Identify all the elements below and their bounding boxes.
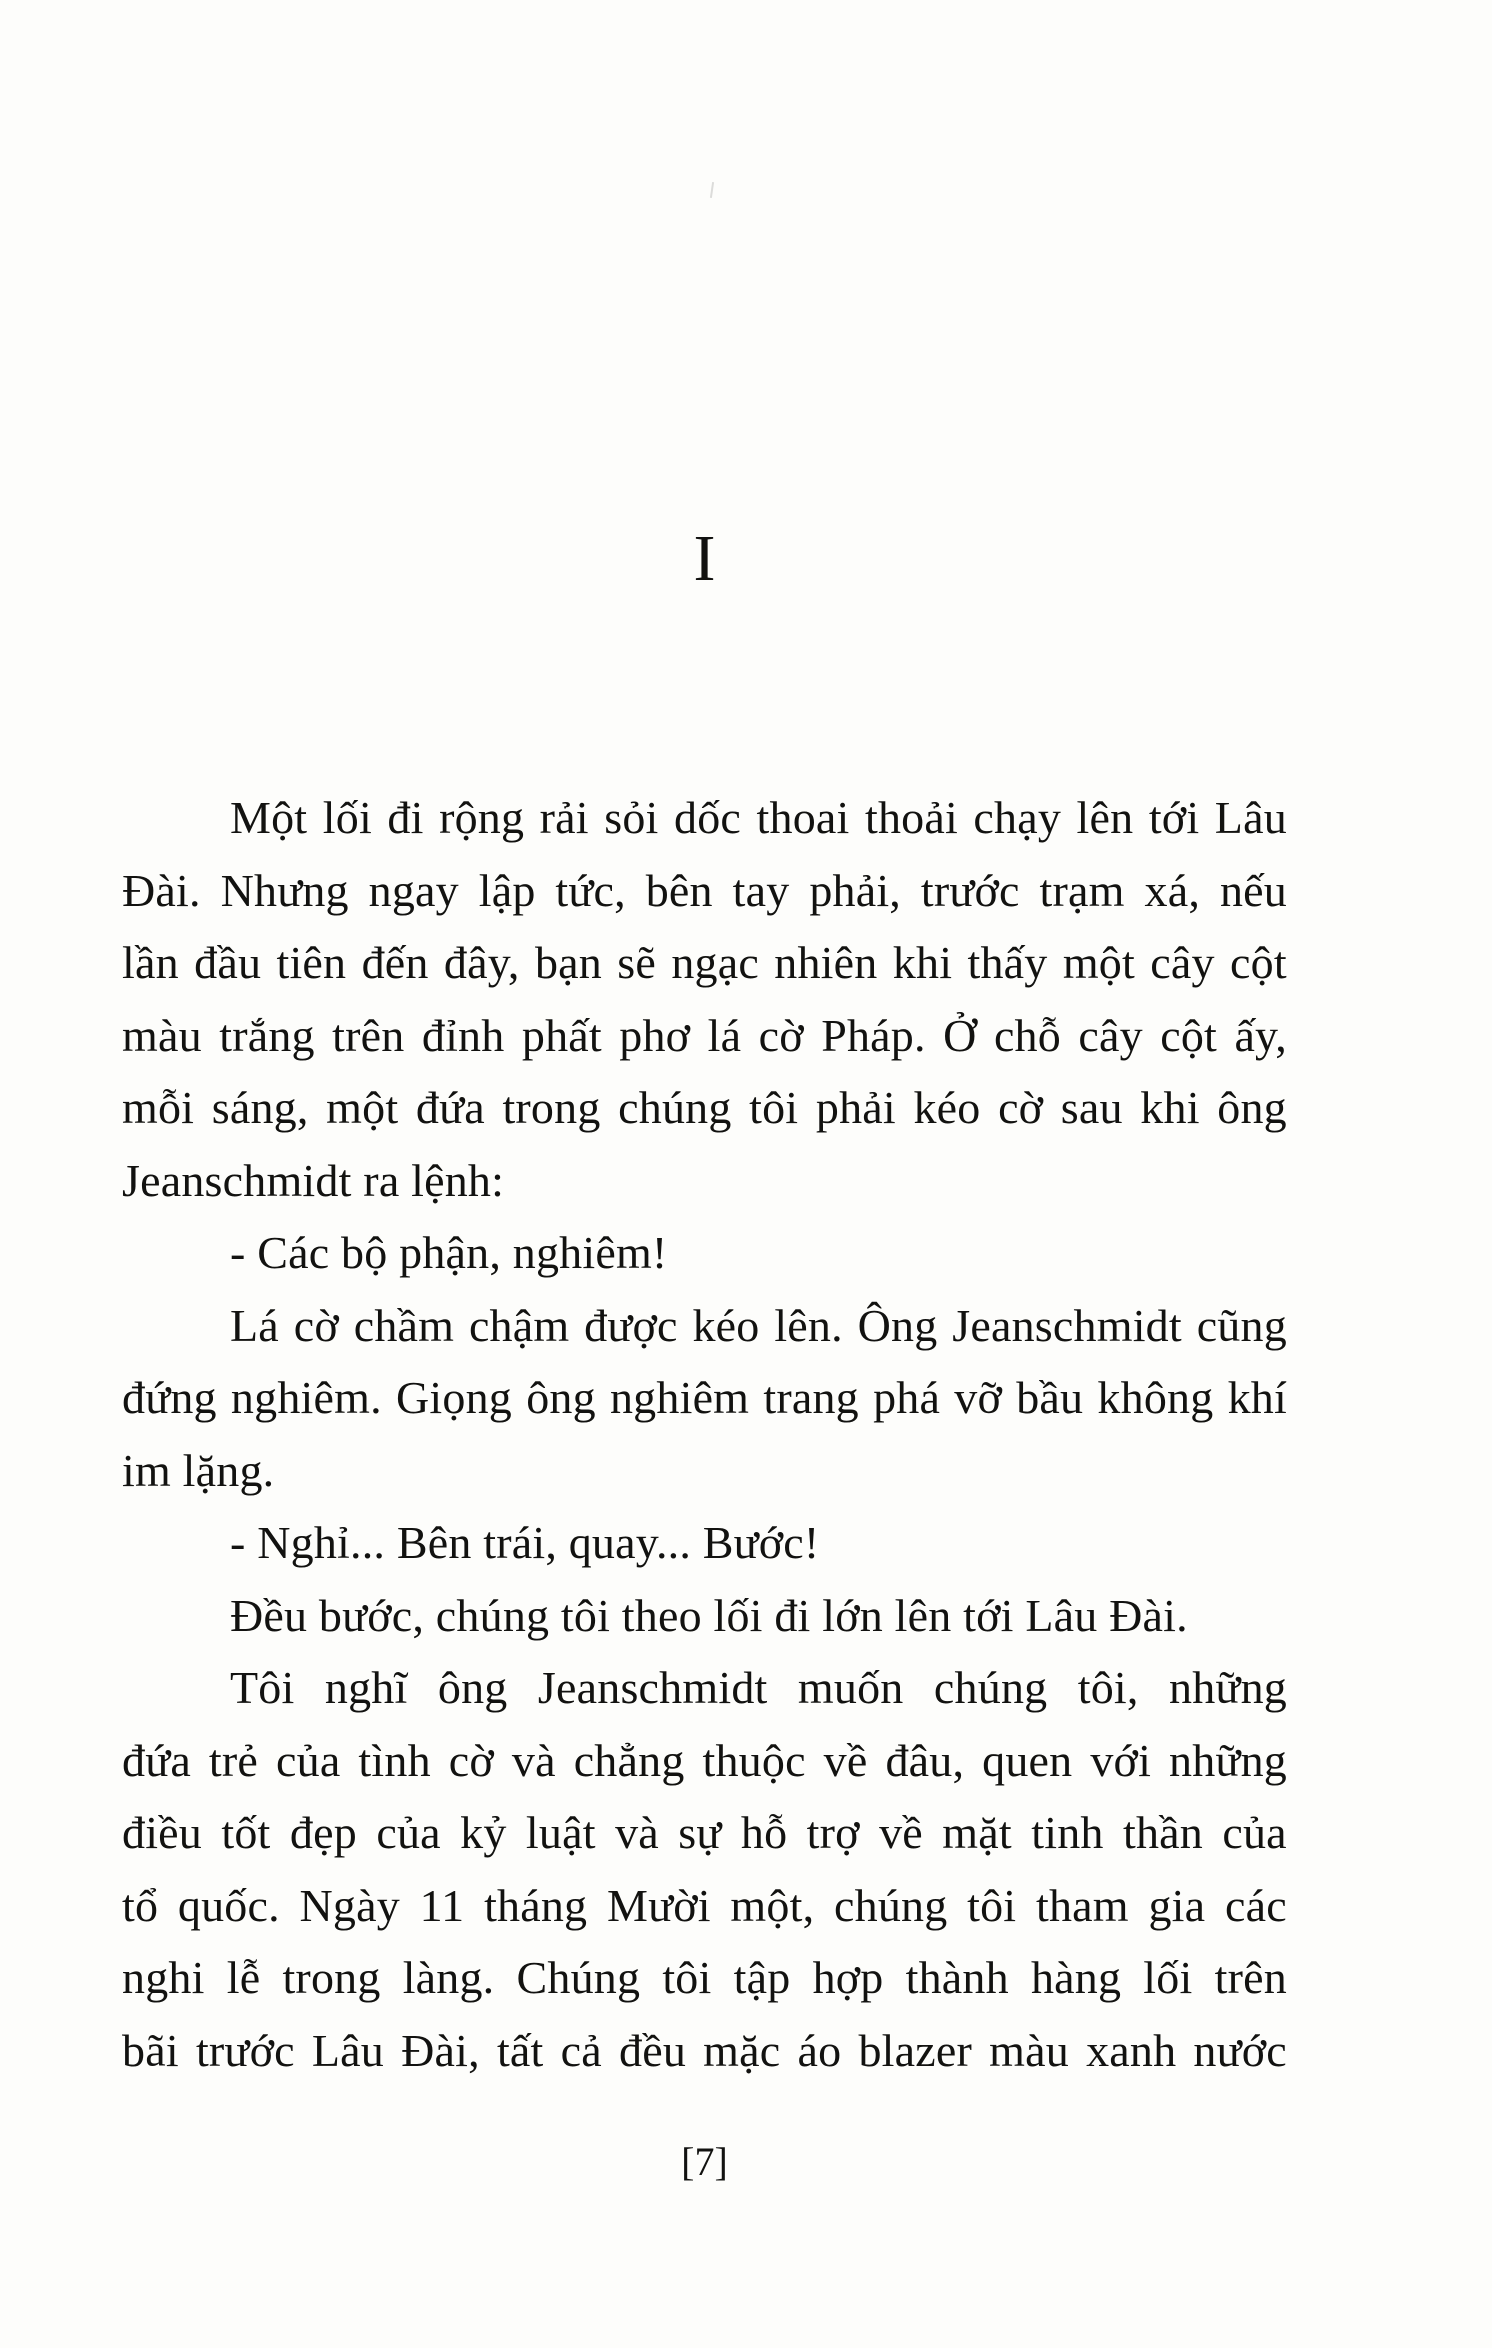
word: tham bbox=[1036, 1879, 1129, 1931]
text-line bbox=[122, 1072, 1287, 1145]
word: tốt bbox=[221, 1807, 271, 1858]
word: và bbox=[615, 1807, 659, 1858]
word: đứng bbox=[122, 1372, 217, 1423]
word: Lá bbox=[230, 1299, 279, 1351]
word: kỷ bbox=[460, 1807, 507, 1858]
text-line bbox=[122, 1797, 1287, 1870]
word: ấy, bbox=[1234, 1009, 1287, 1061]
word: tháng bbox=[484, 1879, 588, 1931]
word: khi bbox=[892, 937, 953, 988]
scan-artifact bbox=[710, 182, 714, 198]
word: các bbox=[1225, 1879, 1287, 1931]
text-line bbox=[122, 855, 1287, 928]
text-line bbox=[122, 1362, 1287, 1435]
word: Tôi bbox=[230, 1662, 295, 1713]
word: cờ bbox=[998, 1082, 1044, 1133]
word: Ngày bbox=[299, 1879, 400, 1931]
word: màu bbox=[122, 1009, 202, 1061]
word: ông bbox=[437, 1662, 508, 1713]
word: trạm bbox=[1039, 864, 1125, 916]
word: lên bbox=[1076, 792, 1134, 843]
word: tiên bbox=[276, 937, 347, 988]
word: xá, bbox=[1144, 864, 1201, 916]
word: phất bbox=[521, 1009, 602, 1061]
word: trên bbox=[1214, 1952, 1287, 2003]
word: nghiêm bbox=[609, 1372, 750, 1423]
word: kéo bbox=[913, 1082, 981, 1133]
word: Đài. bbox=[122, 864, 201, 916]
word: cây bbox=[1078, 1009, 1143, 1061]
word: luật bbox=[525, 1807, 596, 1858]
word: tổ bbox=[122, 1879, 159, 1931]
text-line bbox=[122, 1000, 1287, 1073]
word: ngay bbox=[368, 864, 459, 916]
word: trong bbox=[502, 1082, 601, 1133]
word: Ở bbox=[943, 1009, 977, 1061]
word: hàng bbox=[1030, 1952, 1122, 2003]
word: lễ bbox=[226, 1952, 261, 2003]
word: Lâu bbox=[311, 2024, 384, 2076]
word: nếu bbox=[1219, 864, 1287, 916]
word: hỗ bbox=[740, 1807, 788, 1858]
word: phá bbox=[873, 1372, 941, 1423]
word: cờ bbox=[293, 1299, 339, 1351]
word: tình bbox=[358, 1734, 431, 1786]
word: áo bbox=[797, 2024, 842, 2076]
text-line: - Nghỉ... Bên trái, quay... Bước! bbox=[230, 1517, 820, 1568]
word: màu bbox=[989, 2024, 1069, 2076]
word: mặt bbox=[942, 1807, 1012, 1858]
word: chậm bbox=[468, 1299, 570, 1351]
word: đứa bbox=[122, 1734, 191, 1786]
word: tất bbox=[496, 2024, 544, 2076]
text-line bbox=[122, 1290, 1287, 1363]
word: thuộc bbox=[702, 1734, 806, 1786]
word: Jeanschmidt bbox=[952, 1299, 1182, 1351]
word: một bbox=[1062, 937, 1135, 988]
word: về bbox=[823, 1734, 868, 1786]
word: trợ bbox=[806, 1807, 860, 1858]
word: chúng bbox=[933, 1662, 1048, 1713]
word: đi bbox=[387, 792, 424, 843]
text-line: - Các bộ phận, nghiêm! bbox=[230, 1227, 668, 1278]
word: trang bbox=[763, 1372, 859, 1423]
word: lập bbox=[478, 864, 536, 916]
word: quốc. bbox=[177, 1879, 280, 1931]
word: đỉnh bbox=[421, 1009, 505, 1061]
word: cũng bbox=[1196, 1299, 1287, 1351]
word: đây, bbox=[443, 937, 520, 988]
text-line bbox=[122, 927, 1287, 1000]
word: làng. bbox=[402, 1952, 495, 2003]
word: nghiêm. bbox=[230, 1372, 382, 1423]
word: đâu, bbox=[885, 1734, 965, 1786]
word: phơ bbox=[619, 1009, 691, 1061]
word: một, bbox=[730, 1879, 815, 1931]
word: tay bbox=[732, 864, 790, 916]
text-line: Jeanschmidt ra lệnh: bbox=[122, 1154, 505, 1206]
word: sự bbox=[678, 1807, 722, 1858]
word: về bbox=[879, 1807, 923, 1858]
word: thoai bbox=[756, 792, 850, 843]
word: nhiên bbox=[774, 937, 878, 988]
word: gia bbox=[1148, 1879, 1206, 1931]
word: cột bbox=[1160, 1009, 1218, 1061]
word: mặc bbox=[703, 2024, 781, 2076]
word: chầm bbox=[353, 1299, 455, 1351]
word: Chúng bbox=[516, 1952, 641, 2003]
page-number: [7] bbox=[681, 2139, 728, 2184]
word: phải bbox=[815, 1082, 896, 1133]
word: rộng bbox=[439, 792, 525, 843]
word: trắng bbox=[219, 1009, 315, 1061]
word: muốn bbox=[797, 1662, 904, 1713]
word: cột bbox=[1230, 937, 1287, 988]
text-line bbox=[122, 2015, 1287, 2088]
word: trước bbox=[195, 2024, 295, 2076]
word: điều bbox=[122, 1807, 202, 1858]
text-line: im lặng. bbox=[122, 1444, 275, 1496]
word: thấy bbox=[967, 937, 1048, 988]
word: cây bbox=[1150, 937, 1215, 988]
text-line bbox=[122, 782, 1287, 855]
word: sẽ bbox=[617, 937, 657, 988]
word: những bbox=[1169, 1734, 1287, 1786]
word: những bbox=[1169, 1662, 1287, 1713]
word: tới bbox=[1148, 792, 1200, 843]
word: bên bbox=[645, 864, 713, 916]
text-line bbox=[122, 1942, 1287, 2015]
word: đẹp bbox=[289, 1807, 357, 1858]
word: đầu bbox=[194, 937, 262, 988]
word: thành bbox=[905, 1952, 1009, 2003]
word: lên. bbox=[774, 1299, 843, 1351]
word: chúng bbox=[618, 1082, 732, 1133]
word: Jeanschmidt bbox=[537, 1662, 768, 1713]
word: ngạc bbox=[671, 937, 759, 988]
word: được bbox=[584, 1299, 678, 1351]
word: bãi bbox=[122, 2024, 179, 2076]
word: ông bbox=[1217, 1082, 1287, 1133]
word: lối bbox=[1143, 1952, 1193, 2003]
word: tôi bbox=[967, 1879, 1017, 1931]
word: mỗi bbox=[122, 1082, 195, 1133]
word: Giọng bbox=[396, 1372, 512, 1423]
word: tinh bbox=[1031, 1807, 1104, 1858]
word: tập bbox=[733, 1952, 791, 2003]
word: quen bbox=[982, 1734, 1073, 1786]
word: một bbox=[326, 1082, 399, 1133]
word: chỗ bbox=[993, 1009, 1061, 1061]
word: và bbox=[511, 1734, 556, 1786]
word: thần bbox=[1122, 1807, 1203, 1858]
word: thoải bbox=[864, 792, 958, 843]
word: ông bbox=[526, 1372, 596, 1423]
word: đều bbox=[619, 2024, 687, 2076]
word: sáng, bbox=[211, 1082, 309, 1133]
word: Pháp. bbox=[821, 1009, 926, 1061]
word: tôi bbox=[749, 1082, 799, 1133]
word: cờ bbox=[758, 1009, 804, 1061]
word: bầu bbox=[1016, 1372, 1084, 1423]
word: tôi, bbox=[1077, 1662, 1139, 1713]
word: trước bbox=[920, 864, 1020, 916]
word: khi bbox=[1140, 1082, 1200, 1133]
word: rải bbox=[539, 792, 589, 843]
word: của bbox=[276, 1734, 341, 1786]
word: kéo bbox=[692, 1299, 760, 1351]
word: tức, bbox=[555, 864, 626, 916]
word: lần bbox=[122, 937, 179, 988]
text-line bbox=[122, 1870, 1287, 1943]
word: chạy bbox=[973, 792, 1062, 843]
word: lá bbox=[707, 1009, 742, 1061]
text-line: Đều bước, chúng tôi theo lối đi lớn lên tới Lâu Đài. bbox=[230, 1589, 1188, 1641]
word: tôi bbox=[662, 1952, 712, 2003]
word: cả bbox=[560, 2024, 602, 2076]
word: dốc bbox=[674, 792, 742, 843]
word: trẻ bbox=[208, 1734, 259, 1786]
chapter-numeral: I bbox=[693, 522, 716, 595]
word: trong bbox=[282, 1952, 381, 2003]
word: Đài, bbox=[401, 2024, 480, 2076]
word: sỏi bbox=[604, 792, 659, 843]
word: hợp bbox=[812, 1952, 884, 2003]
word: đứa bbox=[415, 1082, 485, 1133]
word: Lâu bbox=[1214, 792, 1287, 843]
text-line bbox=[122, 1725, 1287, 1798]
word: đến bbox=[361, 937, 429, 988]
text-block bbox=[122, 782, 1287, 2087]
word: bạn bbox=[534, 937, 602, 988]
word: sau bbox=[1060, 1082, 1123, 1133]
word: chúng bbox=[834, 1879, 948, 1931]
word: vỡ bbox=[954, 1372, 1003, 1423]
word: của bbox=[1222, 1807, 1287, 1858]
word: trên bbox=[332, 1009, 405, 1061]
word: nghi bbox=[122, 1952, 205, 2003]
word: với bbox=[1090, 1734, 1152, 1786]
word: của bbox=[376, 1807, 441, 1858]
word: blazer bbox=[858, 2024, 973, 2076]
word: Ông bbox=[857, 1299, 938, 1351]
word: nghĩ bbox=[324, 1662, 408, 1713]
word: nước bbox=[1193, 2024, 1287, 2076]
word: khí bbox=[1227, 1372, 1287, 1423]
word: cờ bbox=[448, 1734, 494, 1786]
word: Mười bbox=[606, 1879, 711, 1931]
word: Nhưng bbox=[220, 864, 349, 916]
text-line bbox=[122, 1652, 1287, 1725]
word: phải, bbox=[809, 864, 902, 916]
word: lối bbox=[322, 792, 372, 843]
word: chẳng bbox=[573, 1734, 685, 1786]
word: 11 bbox=[419, 1879, 465, 1931]
word: Một bbox=[230, 792, 308, 843]
word: xanh bbox=[1086, 2024, 1177, 2076]
word: không bbox=[1097, 1372, 1214, 1423]
